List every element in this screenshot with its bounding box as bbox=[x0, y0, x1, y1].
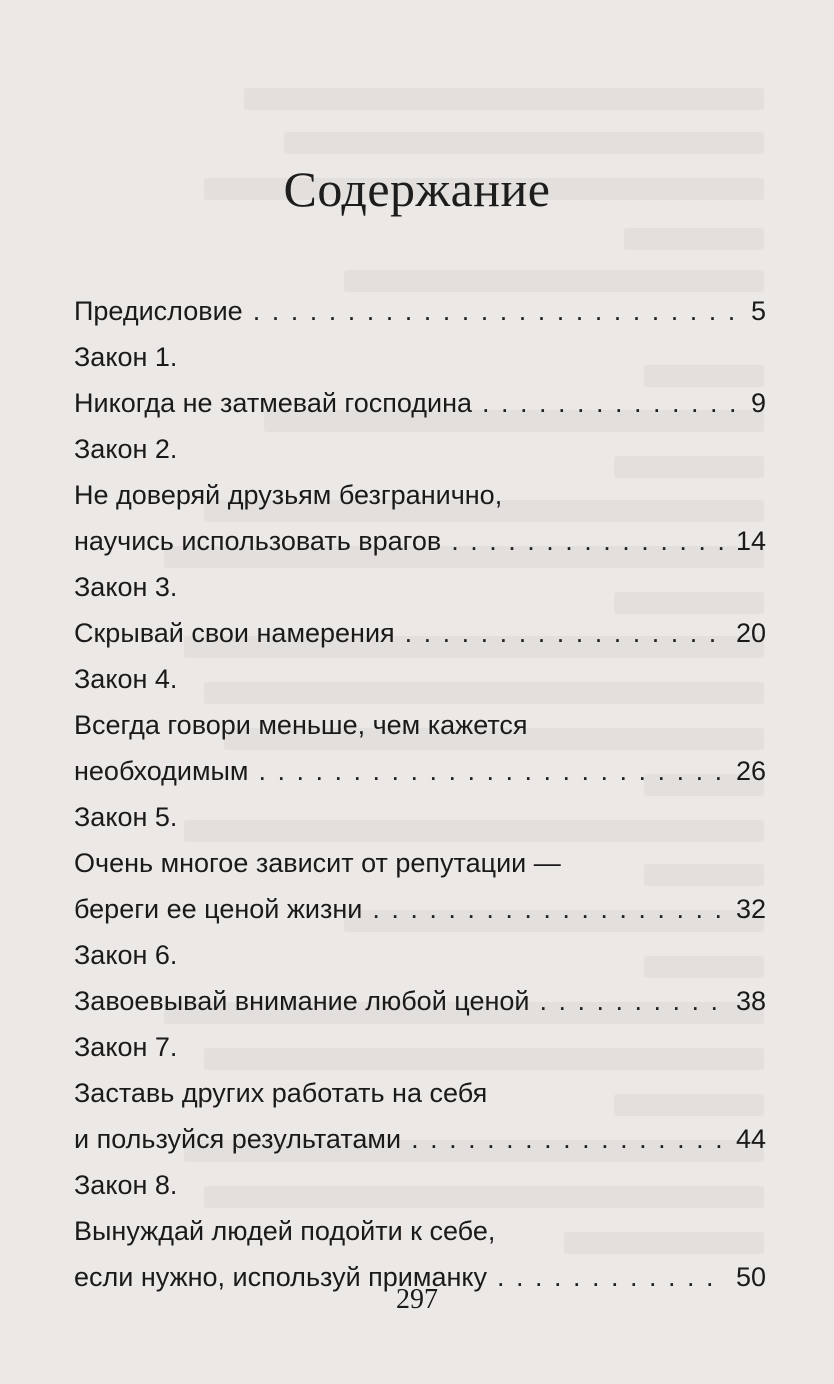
toc-page-number: 32 bbox=[735, 894, 766, 924]
toc-entry-title-line: Не доверяй друзьям безгранично, bbox=[74, 480, 503, 510]
toc-entry-law-1[interactable] bbox=[74, 380, 766, 426]
leader-dots bbox=[451, 518, 726, 564]
toc-entry-title: Завоевывай внимание любой ценой bbox=[74, 986, 530, 1016]
page-title: Содержание bbox=[283, 161, 551, 217]
toc-page-number: 26 bbox=[735, 756, 766, 786]
leader-dots bbox=[405, 610, 726, 656]
toc-entry-title-line: Всегда говори меньше, чем кажется bbox=[74, 710, 528, 740]
table-of-contents bbox=[74, 288, 766, 1300]
toc-entry-law-2[interactable] bbox=[74, 518, 766, 564]
toc-entry-title: и пользуйся результатами bbox=[74, 1124, 402, 1154]
leader-dots bbox=[482, 380, 741, 426]
toc-entry-title: Никогда не затмевай господина bbox=[74, 388, 473, 418]
toc-entry-law-6[interactable] bbox=[74, 978, 766, 1024]
page-number: 297 bbox=[396, 1284, 438, 1315]
toc-entry-title-line: Вынуждай людей подойти к себе, bbox=[74, 1216, 496, 1246]
law-heading: Закон 2. bbox=[74, 434, 178, 464]
toc-entry-preface[interactable] bbox=[74, 288, 766, 334]
law-heading: Закон 6. bbox=[74, 940, 178, 970]
toc-entry-title: если нужно, используй приманку bbox=[74, 1262, 487, 1292]
law-heading: Закон 4. bbox=[74, 664, 178, 694]
toc-page-number: 14 bbox=[735, 526, 766, 556]
leader-dots bbox=[411, 1116, 726, 1162]
law-heading: Закон 1. bbox=[74, 342, 178, 372]
toc-entry-title: необходимым bbox=[74, 756, 249, 786]
leader-dots bbox=[259, 748, 726, 794]
toc-entry-law-4[interactable] bbox=[74, 748, 766, 794]
toc-entry-title: береги ее ценой жизни bbox=[74, 894, 363, 924]
leader-dots bbox=[372, 886, 726, 932]
law-heading: Закон 3. bbox=[74, 572, 178, 602]
toc-entry-law-7[interactable] bbox=[74, 1116, 766, 1162]
leader-dots bbox=[539, 978, 725, 1024]
leader-dots bbox=[253, 288, 741, 334]
toc-entry-title: Предисловие bbox=[74, 296, 243, 326]
toc-page-number: 38 bbox=[735, 986, 766, 1016]
toc-entry-law-5[interactable] bbox=[74, 886, 766, 932]
law-heading: Закон 7. bbox=[74, 1032, 178, 1062]
toc-entry-title-line: Заставь других работать на себя bbox=[74, 1078, 488, 1108]
law-heading: Закон 5. bbox=[74, 802, 178, 832]
toc-entry-law-3[interactable] bbox=[74, 610, 766, 656]
toc-page-number: 9 bbox=[750, 388, 766, 418]
toc-page-number: 5 bbox=[750, 296, 766, 326]
law-heading: Закон 8. bbox=[74, 1170, 178, 1200]
toc-entry-title: Скрывай свои намерения bbox=[74, 618, 395, 648]
toc-page-number: 44 bbox=[735, 1124, 766, 1154]
toc-page-number: 50 bbox=[735, 1262, 766, 1292]
toc-page-number: 20 bbox=[735, 618, 766, 648]
toc-entry-title: научись использовать врагов bbox=[74, 526, 442, 556]
toc-entry-title-line: Очень многое зависит от репутации — bbox=[74, 848, 561, 878]
